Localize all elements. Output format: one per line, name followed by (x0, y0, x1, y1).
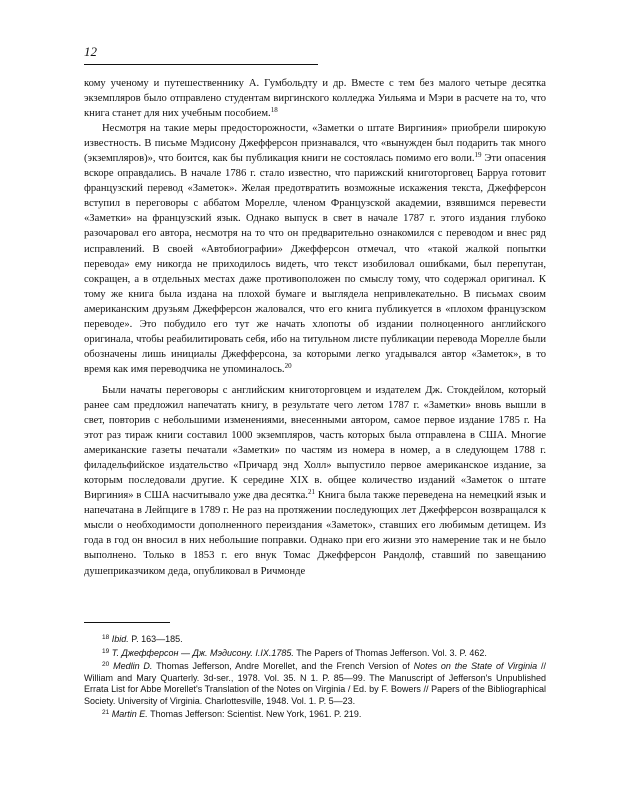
paragraph: Несмотря на такие меры предосторожности, «Заметки о штате Виргиния» приобрели широкую известность. В письме Мэдисону Джефферсон признавался, что «вынужден был подарить так много (экземпляров)», что боится, как бы публикация книги не состоялась помимо его воли.$^{19}$ Эти опасения вскоре оправдались. В начале 1786 г. стало известно, что парижский книготорговец Барруа готовит французский перевод «Заметок». Желая предотвратить возможные искажения текста, Джефферсон вступил в переговоры с аббатом Морелле, членом Французской академии, взявшимся перевести «Заметки» на французский язык. Однако выпуск в свет в начале 1787 г. этого издания глубоко разочаровал его автора, несмотря на то что он предварительно ознакомился с переводом и внес ряд исправлений. В своей «Автобиографии» Джефферсон отмечал, что «такой жалкой попытки перевода» ему никогда не приходилось видеть, что текст изобиловал ошибками, был перепутан, сокращен, а в отдельных местах даже противоположен по смыслу тому, что содержал оригинал. К тому же книга была издана на плохой бумаге и выглядела непривлекательно. В письмах своим американским друзьям Джефферсон жаловался, что его книга публикуется в «плохом французском переводе». Это побудило его тут же начать хлопоты об издании полноценного английского оригинала, чтобы реабилитировать себя, ибо на титульном листе публикации перевода Морелле были обозначены лишь инициалы Джефферсона, за которыми легко угадывался автор «Заметок», в то время как имя переводчика не упоминалось.$^{20}$ (84, 123, 546, 375)
body-text (84, 76, 546, 579)
footnote: $^{18}$ Ibid. P. 163—185. (102, 634, 183, 644)
footnotes (84, 632, 546, 721)
footnote-ref: 20 (284, 361, 292, 370)
paragraph: кому ученому и путешественнику А. Гумбольдту и др. Вместе с тем без малого четыре десятка экземпляров было отправлено студентам виргинского колледжа Уильяма и Мэри в расчете на то, что книга станет для них учебным пособием.$^{18}$ (84, 78, 546, 120)
paragraph: Были начаты переговоры с английским книготорговцем и издателем Дж. Стокдейлом, который ранее сам предложил напечатать книгу, в результате чего летом 1787 г. «Заметки» вновь вышли в свет, повторив с небольшими изменениями, внесенными автором, самое первое издание 1785 г. На этот раз тираж книги составил 1000 экземпляров, часть которых была отправлена в США. Многие американские газеты печатали «Заметки» по частям из номера в номер, а в следующем 1788 г. филадельфийское издательство «Причард энд Холл» выпустило первое американское издание, за которым последовали другие. К середине XIX в. общее количество изданий «Заметок о штате Виргиния» в США насчитывало уже два десятка.$^{21}$ Книга была также переведена на немецкий язык и напечатана в Лейпциге в 1789 г. Не раз на протяжении последующих лет Джефферсон возвращался к мысли о необходимости дополненного переиздания «Заметок», ставших его любимым детищем. Из года в год он вносил в них небольшие поправки. Однако при его жизни это намерение так и не было выполнено. Только в 1853 г. его внук Томас Джефферсон Рандолф, ставший по завещанию душеприказчиком деда, опубликовал в Ричмонде (84, 384, 546, 577)
footnote-rule (84, 622, 170, 623)
footnote: $^{21}$ Martin E. Thomas Jefferson: Scientist. New York, 1961. P. 219. (102, 709, 362, 719)
page-number: 12 (84, 44, 97, 59)
footnote: $^{20}$ Medlin D. Thomas Jefferson, Andre Morellet, and the French Version of Notes on the State of Virginia // William and Mary Quarterly. 3d-ser., 1978. Vol. 35. N 1. P. 85—99. The Manuscript of Jefferson's Unpublished Errata List for Abbe Morellet's Translation of the Notes on Virginia / Ed. by F. Bowers // Papers of the Bibliographical Society. University of Virginia. Charlottesville, 1948. Vol. 1. P. 5—23. (84, 661, 546, 706)
header-rule (84, 64, 318, 65)
footnote-ref: 18 (270, 106, 278, 115)
footnote-ref: 21 (307, 488, 315, 497)
footnote-ref: 19 (474, 151, 482, 160)
footnote: $^{19}$ Т. Джефферсон — Дж. Мэдисону. I.IX.1785. The Papers of Thomas Jefferson. Vol. 3. P. 462. (102, 647, 487, 658)
